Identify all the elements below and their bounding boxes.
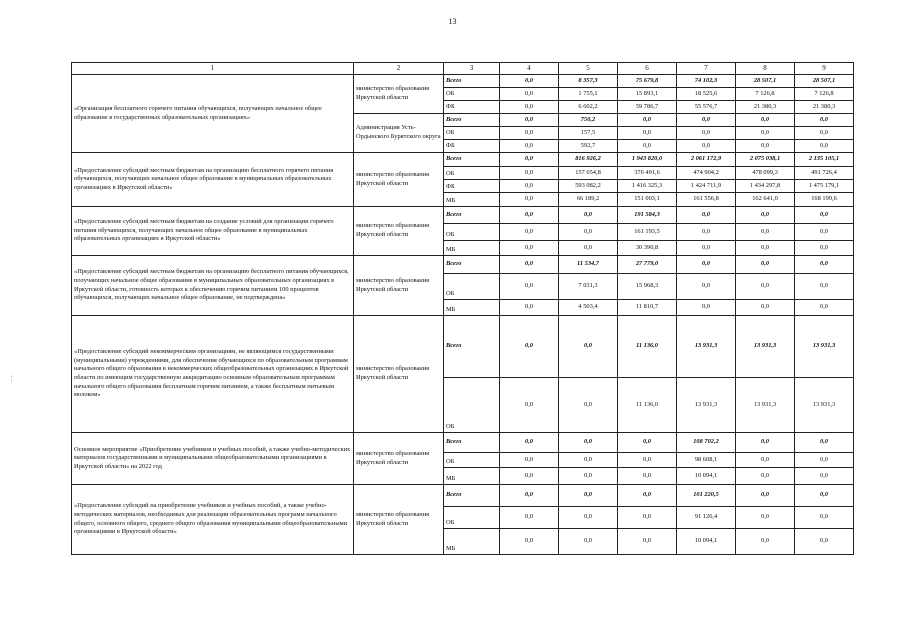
value-cell: 0,0 [736, 529, 795, 555]
value-cell: 0,0 [500, 378, 559, 433]
value-cell: 2 061 172,9 [677, 153, 736, 167]
table-row [72, 256, 854, 274]
value-cell: 592,7 [559, 140, 618, 153]
value-cell: 0,0 [795, 485, 854, 507]
executor-cell: министерство образования Иркутской области [354, 433, 444, 485]
value-cell: 0,0 [500, 88, 559, 101]
table-body [72, 63, 854, 555]
value-cell: 0,0 [795, 274, 854, 300]
value-cell: 0,0 [795, 300, 854, 316]
value-cell: 0,0 [559, 207, 618, 224]
value-cell: 0,0 [559, 529, 618, 555]
value-cell: 0,0 [736, 256, 795, 274]
value-cell: 0,0 [736, 507, 795, 529]
value-cell: 0,0 [500, 101, 559, 114]
value-cell: 0,0 [500, 75, 559, 88]
value-cell: 168 199,6 [795, 193, 854, 207]
col-header: 8 [736, 63, 795, 75]
value-cell: 491 726,4 [795, 167, 854, 180]
value-cell: 74 102,3 [677, 75, 736, 88]
value-cell: 0,0 [559, 241, 618, 256]
value-cell: 28 507,1 [795, 75, 854, 88]
source-cell: Всего [444, 316, 500, 378]
value-cell: 816 926,2 [559, 153, 618, 167]
source-cell: МБ [444, 529, 500, 555]
value-cell: 66 189,2 [559, 193, 618, 207]
value-cell: 0,0 [736, 114, 795, 127]
source-cell: МБ [444, 241, 500, 256]
page-number: 13 [448, 17, 457, 26]
value-cell: 0,0 [559, 485, 618, 507]
value-cell: 0,0 [795, 207, 854, 224]
value-cell: 0,0 [618, 485, 677, 507]
value-cell: 0,0 [736, 241, 795, 256]
value-cell: 28 507,1 [736, 75, 795, 88]
value-cell: 0,0 [677, 140, 736, 153]
col-header: 7 [677, 63, 736, 75]
value-cell: 0,0 [559, 507, 618, 529]
value-cell: 0,0 [559, 316, 618, 378]
value-cell: 0,0 [795, 114, 854, 127]
value-cell: 0,0 [736, 433, 795, 453]
table-row [72, 153, 854, 167]
value-cell: 0,0 [677, 207, 736, 224]
value-cell: 0,0 [736, 485, 795, 507]
value-cell: 0,0 [500, 193, 559, 207]
value-cell: 4 503,4 [559, 300, 618, 316]
source-cell: ОБ [444, 378, 500, 433]
value-cell: 1 416 325,3 [618, 180, 677, 193]
value-cell: 0,0 [500, 140, 559, 153]
value-cell: 11 136,0 [618, 378, 677, 433]
value-cell: 0,0 [736, 140, 795, 153]
value-cell: 0,0 [500, 207, 559, 224]
value-cell: 0,0 [500, 153, 559, 167]
value-cell: 0,0 [677, 114, 736, 127]
value-cell: 0,0 [795, 453, 854, 468]
value-cell: 21 380,3 [795, 101, 854, 114]
source-cell: Всего [444, 75, 500, 88]
value-cell: 11 136,0 [618, 316, 677, 378]
executor-cell: министерство образования Иркутской области [354, 256, 444, 316]
value-cell: 0,0 [500, 241, 559, 256]
value-cell: 0,0 [500, 468, 559, 485]
value-cell: 1 424 711,9 [677, 180, 736, 193]
executor-cell: министерство образования Иркутской области [354, 485, 444, 555]
value-cell: 0,0 [795, 140, 854, 153]
value-cell: 0,0 [500, 507, 559, 529]
col-header: 2 [354, 63, 444, 75]
source-cell: Всего [444, 153, 500, 167]
value-cell: 0,0 [500, 114, 559, 127]
source-cell: ФБ [444, 140, 500, 153]
value-cell: 0,0 [559, 224, 618, 241]
source-cell: Всего [444, 485, 500, 507]
col-header: 5 [559, 63, 618, 75]
value-cell: 0,0 [618, 433, 677, 453]
value-cell: 15 893,1 [618, 88, 677, 101]
measure-description: «Предоставление субсидий на приобретение учебников и учебных пособий, а также учебно-методических материалов, необходимых для реализации образовательных программ начального общего, основного общего, среднего общего образования муниципальными общеобразовательными организациями в Иркутской области» [72, 485, 354, 555]
source-cell: Всего [444, 433, 500, 453]
source-cell: ОБ [444, 224, 500, 241]
value-cell: 98 608,1 [677, 453, 736, 468]
value-cell: 0,0 [618, 127, 677, 140]
source-cell: ОБ [444, 274, 500, 300]
value-cell: 0,0 [677, 256, 736, 274]
source-cell: МБ [444, 193, 500, 207]
value-cell: 0,0 [500, 167, 559, 180]
value-cell: 11 534,7 [559, 256, 618, 274]
executor-cell: Администрация Усть-Ордынского Бурятского округа [354, 114, 444, 153]
value-cell: 0,0 [677, 127, 736, 140]
value-cell: 0,0 [559, 378, 618, 433]
col-header: 4 [500, 63, 559, 75]
value-cell: 162 641,0 [736, 193, 795, 207]
value-cell: 101 220,5 [677, 485, 736, 507]
value-cell: 157 654,8 [559, 167, 618, 180]
executor-cell: министерство образования Иркутской области [354, 75, 444, 114]
value-cell: 0,0 [559, 433, 618, 453]
value-cell: 59 786,7 [618, 101, 677, 114]
value-cell: 18 525,6 [677, 88, 736, 101]
col-header: 6 [618, 63, 677, 75]
table-row [72, 433, 854, 453]
source-cell: ОБ [444, 167, 500, 180]
value-cell: 0,0 [500, 127, 559, 140]
value-cell: 376 491,6 [618, 167, 677, 180]
value-cell: 75 679,8 [618, 75, 677, 88]
value-cell: 7 126,8 [736, 88, 795, 101]
measure-description: «Организация бесплатного горячего питания обучающихся, получающих начальное общее образование в государственных образовательных организациях» [72, 75, 354, 153]
value-cell: 0,0 [795, 224, 854, 241]
value-cell: 151 003,1 [618, 193, 677, 207]
col-header: 9 [795, 63, 854, 75]
value-cell: 21 380,3 [736, 101, 795, 114]
value-cell: 108 702,2 [677, 433, 736, 453]
value-cell: 0,0 [618, 529, 677, 555]
measure-description: «Предоставление субсидий местным бюджетам на организацию бесплатного горячего питания обучающихся, получающих начальное общее образование в муниципальных образовательных организациях в Иркутской области» [72, 153, 354, 207]
value-cell: 0,0 [500, 453, 559, 468]
source-cell: МБ [444, 300, 500, 316]
value-cell: 11 810,7 [618, 300, 677, 316]
source-cell: ОБ [444, 88, 500, 101]
value-cell: 0,0 [559, 468, 618, 485]
budget-table [71, 62, 854, 555]
value-cell: 91 126,4 [677, 507, 736, 529]
value-cell: 13 931,3 [736, 378, 795, 433]
margin-mark: ¦ [11, 376, 13, 382]
value-cell: 478 099,3 [736, 167, 795, 180]
value-cell: 1 475 179,1 [795, 180, 854, 193]
table-row [72, 207, 854, 224]
value-cell: 0,0 [795, 241, 854, 256]
value-cell: 7 031,3 [559, 274, 618, 300]
col-header: 1 [72, 63, 354, 75]
source-cell: Всего [444, 114, 500, 127]
source-cell: ФБ [444, 101, 500, 114]
measure-description: «Предоставление субсидий некоммерческим организациям, не являющимся государственными (муниципальными) учреждениями, для обеспечения обучающихся по образовательным программам начального общего образования в некоммерческих общеобразовательных организациях в Иркутской области по имеющим государственную аккредитацию основным образовательным программам начального общего образования бесплатным горячим питанием, а также бесплатным питьевым молоком» [72, 316, 354, 433]
value-cell: 0,0 [618, 140, 677, 153]
value-cell: 0,0 [736, 468, 795, 485]
value-cell: 27 779,0 [618, 256, 677, 274]
value-cell: 0,0 [677, 300, 736, 316]
value-cell: 0,0 [677, 274, 736, 300]
source-cell: ОБ [444, 507, 500, 529]
measure-description: «Предоставление субсидий местным бюджетам на создание условий для организации горячего питания обучающихся, получающих начальное общее образование в муниципальных образовательных организациях в Иркутской области» [72, 207, 354, 256]
value-cell: 157,5 [559, 127, 618, 140]
value-cell: 0,0 [736, 300, 795, 316]
col-header: 3 [444, 63, 500, 75]
value-cell: 2 075 038,1 [736, 153, 795, 167]
source-cell: ОБ [444, 453, 500, 468]
value-cell: 0,0 [500, 224, 559, 241]
source-cell: Всего [444, 256, 500, 274]
value-cell: 0,0 [736, 274, 795, 300]
source-cell: ФБ [444, 180, 500, 193]
value-cell: 0,0 [618, 507, 677, 529]
value-cell: 10 094,1 [677, 468, 736, 485]
value-cell: 2 135 105,1 [795, 153, 854, 167]
source-cell: ОБ [444, 127, 500, 140]
value-cell: 750,2 [559, 114, 618, 127]
measure-description: Основное мероприятие «Приобретение учебников и учебных пособий, а также учебно-методических материалов государственными и муниципальными общеобразовательными организациями в Иркутской области» на 2022 год [72, 433, 354, 485]
value-cell: 30 390,8 [618, 241, 677, 256]
value-cell: 0,0 [736, 207, 795, 224]
executor-cell: министерство образования Иркутской области [354, 207, 444, 256]
value-cell: 0,0 [736, 453, 795, 468]
value-cell: 161 556,8 [677, 193, 736, 207]
table-row [72, 485, 854, 507]
value-cell: 0,0 [795, 468, 854, 485]
header-row [72, 63, 854, 75]
value-cell: 0,0 [500, 274, 559, 300]
value-cell: 0,0 [500, 485, 559, 507]
value-cell: 7 126,8 [795, 88, 854, 101]
value-cell: 0,0 [500, 256, 559, 274]
measure-description: «Предоставление субсидий местным бюджетам на организацию бесплатного питания обучающихся, получающих начальное общее образование в муниципальных образовательных организациях в Иркутской области, готовность которых к обеспечению горячим питанием 100 процентов обучающихся, получающих начальное общее образование, не подтверждена» [72, 256, 354, 316]
value-cell: 0,0 [795, 529, 854, 555]
value-cell: 0,0 [618, 453, 677, 468]
value-cell: 13 931,3 [677, 378, 736, 433]
value-cell: 6 602,2 [559, 101, 618, 114]
value-cell: 0,0 [500, 316, 559, 378]
value-cell: 0,0 [677, 241, 736, 256]
value-cell: 0,0 [559, 453, 618, 468]
value-cell: 13 931,3 [795, 316, 854, 378]
value-cell: 0,0 [500, 180, 559, 193]
value-cell: 593 082,2 [559, 180, 618, 193]
value-cell: 13 931,3 [736, 316, 795, 378]
executor-cell: министерство образования Иркутской области [354, 316, 444, 433]
value-cell: 0,0 [795, 507, 854, 529]
value-cell: 191 584,3 [618, 207, 677, 224]
value-cell: 0,0 [618, 114, 677, 127]
value-cell: 15 968,3 [618, 274, 677, 300]
value-cell: 1 943 820,0 [618, 153, 677, 167]
value-cell: 1 755,1 [559, 88, 618, 101]
value-cell: 13 931,3 [677, 316, 736, 378]
value-cell: 13 931,3 [795, 378, 854, 433]
value-cell: 0,0 [618, 468, 677, 485]
value-cell: 0,0 [677, 224, 736, 241]
value-cell: 1 434 297,8 [736, 180, 795, 193]
value-cell: 0,0 [500, 300, 559, 316]
table-row [72, 75, 854, 88]
value-cell: 0,0 [736, 224, 795, 241]
value-cell: 0,0 [736, 127, 795, 140]
value-cell: 161 193,5 [618, 224, 677, 241]
value-cell: 0,0 [500, 529, 559, 555]
value-cell: 55 576,7 [677, 101, 736, 114]
source-cell: Всего [444, 207, 500, 224]
value-cell: 8 357,3 [559, 75, 618, 88]
value-cell: 0,0 [795, 433, 854, 453]
source-cell: МБ [444, 468, 500, 485]
value-cell: 0,0 [500, 433, 559, 453]
value-cell: 10 094,1 [677, 529, 736, 555]
value-cell: 0,0 [795, 127, 854, 140]
table-row [72, 316, 854, 378]
executor-cell: министерство образования Иркутской области [354, 153, 444, 207]
value-cell: 474 904,2 [677, 167, 736, 180]
value-cell: 0,0 [795, 256, 854, 274]
